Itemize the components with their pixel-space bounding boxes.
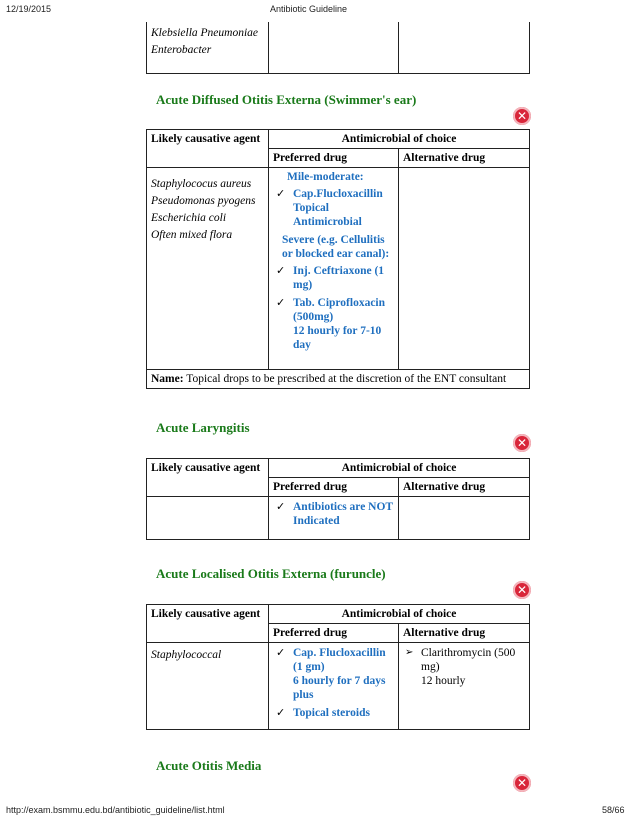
agent-item: Staphylococus aureus [151,178,252,190]
close-icon[interactable]: ✕ [513,434,531,452]
preferred-drug-cell [269,497,399,540]
note-row [147,370,530,389]
agent-enterobacter: Enterobacter [151,44,212,56]
alternative-drug-cell [399,168,530,370]
agent-cell: Staphylococcal [147,643,269,730]
col-alternative-header: Alternative drug [399,478,530,497]
alternative-drug-cell [399,497,530,540]
section-title-otitis-media: Acute Otitis Media [156,758,262,773]
agent-klebsiella: Klebsiella Pneumoniae [151,27,258,39]
section-title-laryngitis: Acute Laryngitis [156,420,250,435]
agent-item: Pseudomonas pyogens [151,195,256,207]
col-agent-header: Likely causative agent [147,605,269,643]
col-choice-header: Antimicrobial of choice [269,459,530,478]
col-agent-header: Likely causative agent [147,130,269,168]
note-label: Name: [151,373,184,385]
mild-moderate-label: Mile-moderate: [287,171,364,183]
section-title-localised-otitis-externa: Acute Localised Otitis Externa (furuncle) [156,566,386,581]
agents-cell [147,168,269,370]
agents-cell [147,497,269,540]
col-alternative-header: Alternative drug [399,149,530,168]
section-title-diffused-otitis-externa: Acute Diffused Otitis Externa (Swimmer's ear) [156,92,417,107]
col-agent-header: Likely causative agent [147,459,269,497]
alternative-drug-cell [399,643,530,730]
laryngitis-table [146,458,530,540]
drug-item: ✓ Cap.Flucloxacillin Topical Antimicrobial [273,187,394,229]
localised-otitis-externa-table [146,604,530,730]
col-alternative-header: Alternative drug [399,624,530,643]
page-number: 58/66 [602,805,625,815]
print-title: Antibiotic Guideline [270,4,348,14]
drug-item: ✓ Antibiotics are NOT Indicated [273,500,394,528]
agent-item: Escherichia coli [151,212,227,224]
drug-item: ✓ Cap. Flucloxacillin (1 gm) 6 hourly for 7 days plus [273,646,394,702]
diffused-otitis-externa-table [146,129,530,389]
close-icon[interactable]: ✕ [513,774,531,792]
agent-item: Often mixed flora [151,229,233,241]
preferred-drug-cell [269,643,399,730]
preferred-drug-cell [269,168,399,370]
col-preferred-header: Preferred drug [269,478,399,497]
close-icon[interactable]: ✕ [513,581,531,599]
col-preferred-header: Preferred drug [269,149,399,168]
continued-agents-cell [147,22,269,74]
note-text: Topical drops to be prescribed at the discretion of the ENT consultant [183,373,507,385]
drug-item: ✓ Topical steroids [273,706,394,720]
drug-item: ✓ Inj. Ceftriaxone (1 mg) [273,264,394,292]
drug-item: ✓ Tab. Ciprofloxacin (500mg) 12 hourly for 7-10 day [273,296,394,352]
col-preferred-header: Preferred drug [269,624,399,643]
col-choice-header: Antimicrobial of choice [269,605,530,624]
close-icon[interactable]: ✕ [513,107,531,125]
print-date: 12/19/2015 [6,4,52,14]
continued-table [146,22,530,74]
drug-item: ➢ Clarithromycin (500 mg) 12 hourly [403,646,525,688]
page-url: http://exam.bsmmu.edu.bd/antibiotic_guideline/list.html [6,805,225,815]
severe-label: Severe (e.g. Cellulitis or blocked ear canal): [282,234,390,260]
col-choice-header: Antimicrobial of choice [269,130,530,149]
